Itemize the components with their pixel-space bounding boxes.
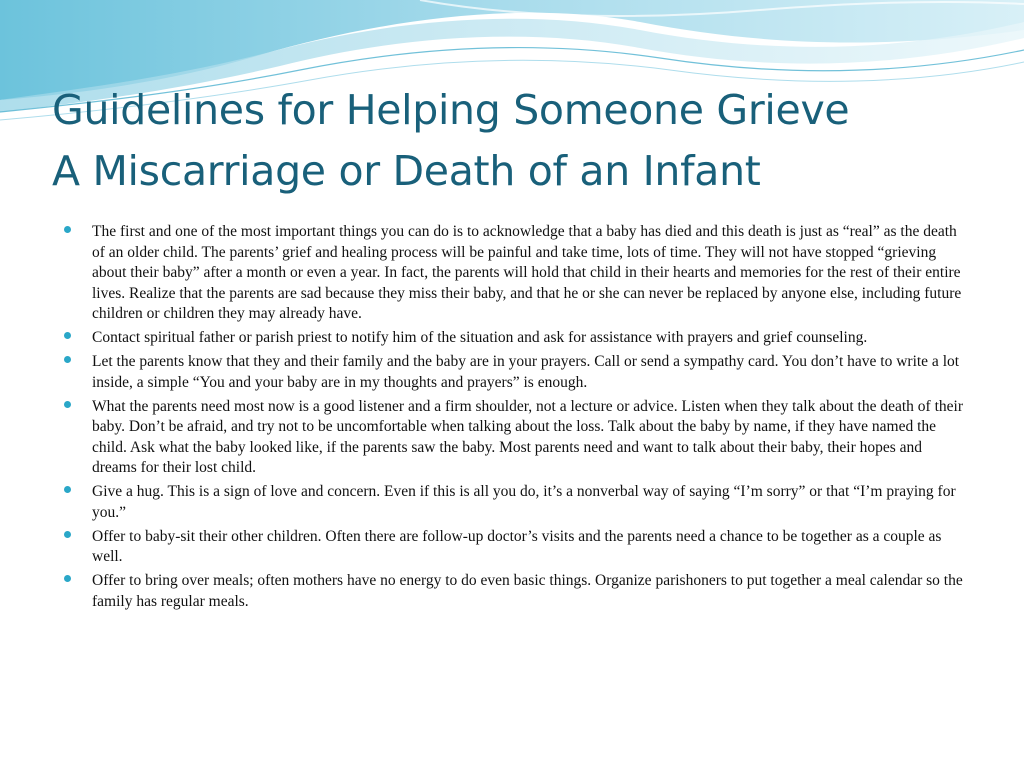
bullet-item	[64, 397, 964, 479]
bullet-item	[64, 222, 964, 325]
slide-title	[52, 80, 992, 202]
bullet-text: What the parents need most now is a good listener and a firm shoulder, not a lecture or advice. Listen when they talk about the death of their baby. Don’t be afraid, and try not to be uncomfortable when talking about the loss. Talk about the baby by name, if they have named the child. Ask what the baby looked like, if the parents saw the baby. Most parents need and want to talk about their baby, their hopes and dreams for their lost child.	[92, 397, 963, 476]
bullet-text: Contact spiritual father or parish priest to notify him of the situation and ask for assistance with prayers and grief counseling.	[92, 329, 868, 346]
bullet-list	[64, 222, 964, 616]
bullet-dot-icon	[64, 401, 72, 409]
bullet-text: Offer to bring over meals; often mothers have no energy to do even basic things. Organize parishoners to put together a meal calendar so the family has regular meals.	[92, 572, 963, 610]
bullet-dot-icon	[64, 575, 72, 583]
bullet-text: The first and one of the most important things you can do is to acknowledge that a baby has died and this death is just as “real” as the death of an older child. The parents’ grief and healing process will be painful and take time, lots of time. They will not have stopped “grieving about their baby” after a month or even a year. In fact, the parents will hold that child in their hearts and memories for the rest of their entire lives. Realize that the parents are sad because they miss their baby, and that he or she can never be replaced by anyone else, including future children or children they may already have.	[92, 223, 962, 322]
bullet-item	[64, 571, 964, 612]
bullet-item	[64, 352, 964, 393]
title-line-1: Guidelines for Helping Someone Grieve	[52, 86, 850, 134]
bullet-item	[64, 527, 964, 568]
bullet-text: Give a hug. This is a sign of love and concern. Even if this is all you do, it’s a nonverbal way of saying “I’m sorry” or that “I’m praying for you.”	[92, 483, 956, 521]
bullet-dot-icon	[64, 531, 72, 539]
bullet-dot-icon	[64, 332, 72, 340]
bullet-text: Let the parents know that they and their family and the baby are in your prayers. Call or send a sympathy card. You don’t have to write a lot inside, a simple “You and your baby are in my thoughts and prayers” is enough.	[92, 353, 960, 391]
bullet-dot-icon	[64, 486, 72, 494]
bullet-dot-icon	[64, 356, 72, 364]
bullet-dot-icon	[64, 226, 72, 234]
bullet-text: Offer to baby-sit their other children. Often there are follow-up doctor’s visits and the parents need a chance to be together as a couple as well.	[92, 527, 942, 565]
title-line-2: A Miscarriage or Death of an Infant	[52, 147, 761, 195]
bullet-item	[64, 482, 964, 523]
bullet-item	[64, 328, 964, 349]
